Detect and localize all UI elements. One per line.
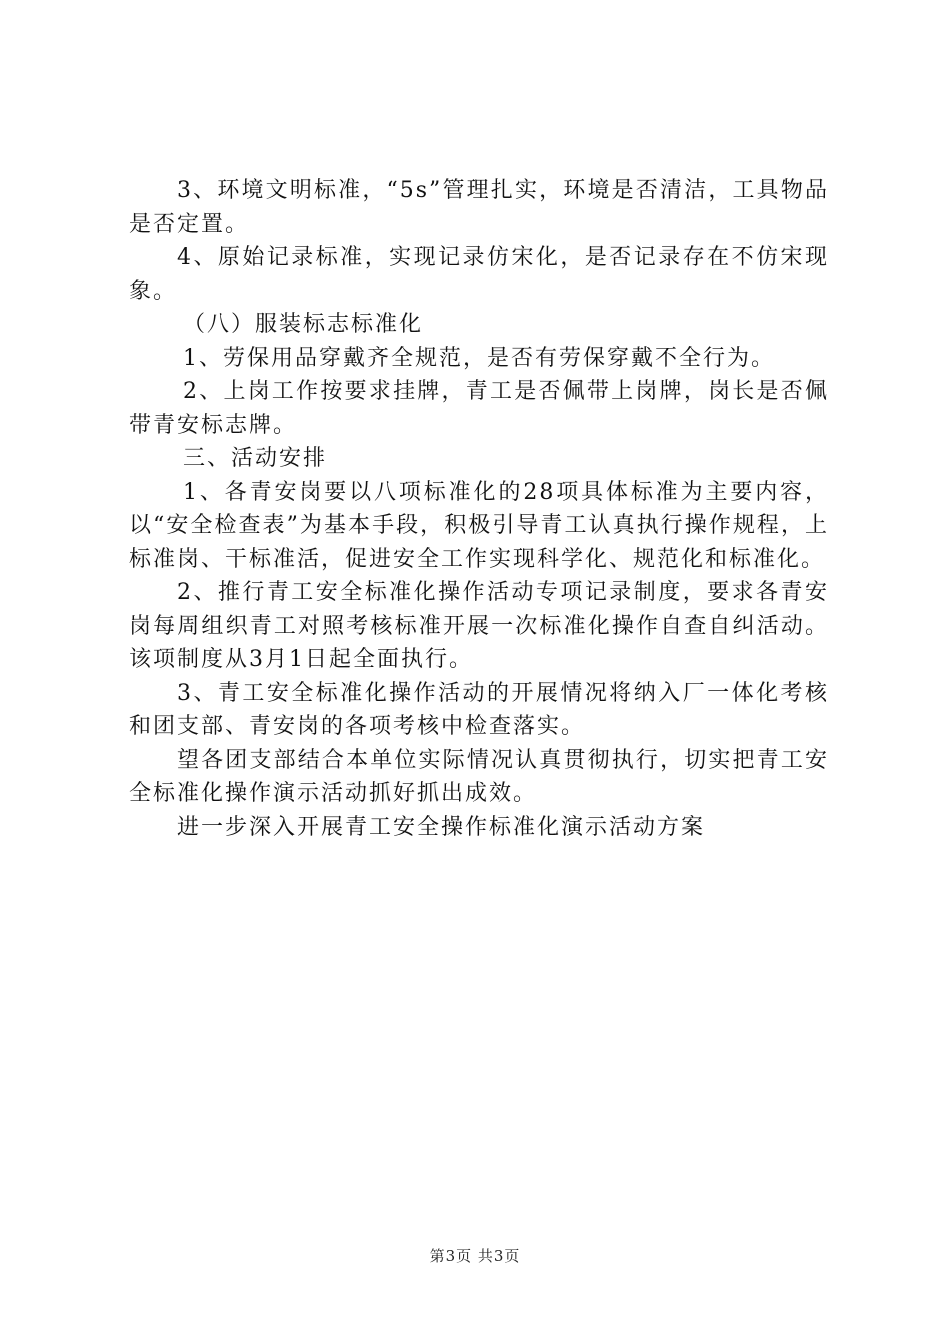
paragraph-protective-equipment: 1、劳保用品穿戴齐全规范，是否有劳保穿戴不全行为。 <box>183 345 775 371</box>
section-heading-clothing-standard: （八）服装标志标准化 <box>183 312 424 337</box>
paragraph-activity-item-1: 1、各青安岗要以八项标准化的28项具体标准为主要内容，以“安全检查表”为基本手段，积极引导青工认真执行操作规程，上标准岗、干标准活，促进安全工作实现科学化、规范化和标准化。 <box>129 479 829 572</box>
paragraph-document-title: 进一步深入开展青工安全操作标准化演示活动方案 <box>177 814 706 840</box>
paragraph-activity-item-3: 3、青工安全标准化操作活动的开展情况将纳入厂一体化考核和团支部、青安岗的各项考核中检查落实。 <box>129 680 829 739</box>
paragraph-activity-item-2: 2、推行青工安全标准化操作活动专项记录制度，要求各青安岗每周组织青工对照考核标准开展一次标准化操作自查自纠活动。该项制度从3月1日起全面执行。 <box>129 580 829 672</box>
paragraph-original-record-standard: 4、原始记录标准，实现记录仿宋化，是否记录存在不仿宋现象。 <box>129 245 829 304</box>
paragraph-closing-request: 望各团支部结合本单位实际情况认真贯彻执行，切实把青工安全标准化操作演示活动抓好抓出成效。 <box>129 747 829 806</box>
page-footer: 第3页 共3页 <box>429 1247 521 1265</box>
paragraph-environment-standard: 3、环境文明标准，“5s”管理扎实，环境是否清洁，工具物品是否定置。 <box>129 178 829 237</box>
document-body <box>129 174 829 844</box>
paragraph-badge-requirement: 2、上岗工作按要求挂牌，青工是否佩带上岗牌，岗长是否佩带青安标志牌。 <box>129 379 829 438</box>
section-heading-activity-arrangement: 三、活动安排 <box>183 446 328 471</box>
